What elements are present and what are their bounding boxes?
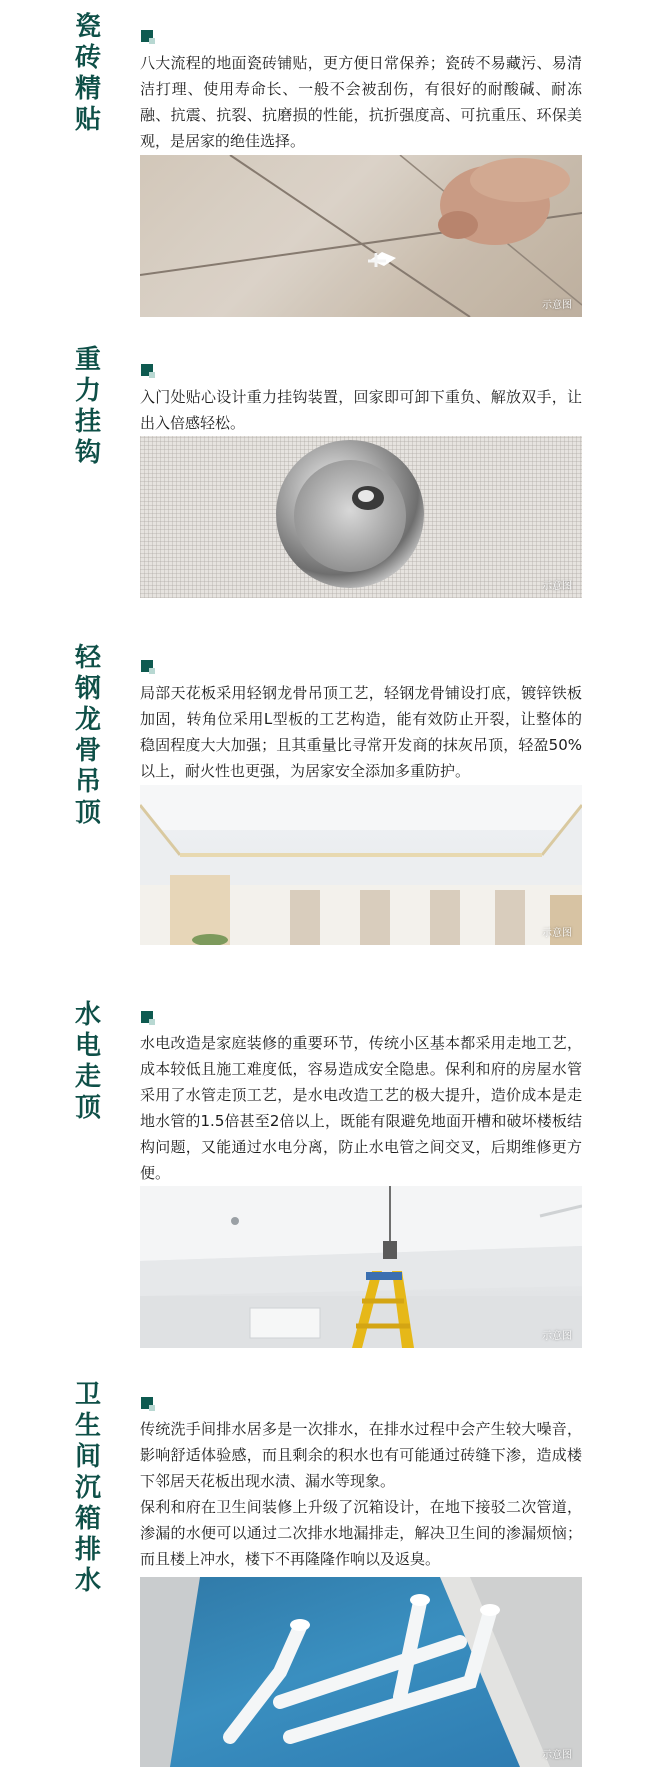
bullet-marker-icon (141, 1397, 155, 1411)
title-char: 吊 (74, 767, 101, 797)
image-caption: 示意图 (542, 928, 572, 939)
title-char: 骨 (74, 736, 101, 766)
section-title (70, 1380, 106, 1597)
gravity-hook-photo (140, 436, 582, 598)
hook-illustration (140, 436, 582, 598)
title-char: 砖 (74, 43, 101, 73)
title-char: 瓷 (74, 12, 101, 42)
title-char: 走 (74, 1062, 101, 1092)
title-char: 水 (74, 1566, 101, 1596)
section-text (140, 384, 582, 436)
paragraph: 入门处贴心设计重力挂钩装置，回家即可卸下重负、解放双手，让出入倍感轻松。 (140, 388, 582, 432)
title-char: 挂 (74, 407, 101, 437)
title-char: 生 (74, 1411, 101, 1441)
image-caption: 示意图 (542, 1331, 572, 1342)
title-char: 水 (74, 1000, 101, 1030)
section-title (70, 345, 106, 469)
title-char: 顶 (74, 798, 101, 828)
plumbing-ceiling-photo (140, 1186, 582, 1348)
section-text (140, 1416, 582, 1572)
bullet-marker-icon (141, 660, 155, 674)
image-caption: 示意图 (542, 581, 572, 592)
paragraph: 保利和府在卫生间装修上升级了沉箱设计，在地下接驳二次管道，渗漏的水便可以通过二次排水地漏排走，解决卫生间的渗漏烦恼；而且楼上冲水，楼下不再隆隆作响以及返臭。 (140, 1498, 582, 1568)
image-caption: 示意图 (542, 1750, 572, 1761)
paragraph: 八大流程的地面瓷砖铺贴，更方便日常保养；瓷砖不易藏污、易清洁打理、使用寿命长、一般不会被刮伤，有很好的耐酸碱、耐冻融、抗震、抗裂、抗磨损的性能，抗折强度高、可抗重压、环保美观，是居家的绝佳选择。 (140, 54, 582, 150)
paragraph: 传统洗手间排水居多是一次排水，在排水过程中会产生较大噪音，影响舒适体验感，而且剩余的积水也有可能通过砖缝下渗，造成楼下邻居天花板出现水渍、漏水等现象。 (140, 1420, 582, 1490)
title-char: 贴 (74, 105, 101, 135)
paragraph: 局部天花板采用轻钢龙骨吊顶工艺，轻钢龙骨铺设打底，镀锌铁板加固，转角位采用L型板的工艺构造，能有效防止开裂，让整体的稳固程度大大加强；且其重量比寻常开发商的抹灰吊顶，轻盈50%以上，耐火性也更强，为居家安全添加多重防护。 (140, 684, 582, 780)
pipes-illustration (140, 1577, 582, 1767)
bullet-marker-icon (141, 30, 155, 44)
light-steel-ceiling-photo (140, 785, 582, 945)
title-char: 精 (74, 74, 101, 104)
title-char: 钢 (74, 674, 101, 704)
title-char: 龙 (74, 705, 101, 735)
title-char: 重 (74, 345, 101, 375)
tile-laying-photo (140, 155, 582, 317)
title-char: 箱 (74, 1504, 101, 1534)
ceiling-illustration (140, 785, 582, 945)
title-char: 钩 (74, 438, 101, 468)
title-char: 电 (74, 1031, 101, 1061)
title-char: 间 (74, 1442, 101, 1472)
tile-scene-illustration (140, 155, 582, 317)
title-char: 卫 (74, 1380, 101, 1410)
bullet-marker-icon (141, 364, 155, 378)
title-char: 顶 (74, 1093, 101, 1123)
section-title (70, 12, 106, 136)
plumbing-illustration (140, 1186, 582, 1348)
bullet-marker-icon (141, 1011, 155, 1025)
section-title (70, 1000, 106, 1124)
title-char: 沉 (74, 1473, 101, 1503)
section-text (140, 1030, 582, 1186)
bathroom-drain-pipes-photo (140, 1577, 582, 1767)
paragraph: 水电改造是家庭装修的重要环节，传统小区基本都采用走地工艺，成本较低且施工难度低，容易造成安全隐患。保利和府的房屋水管采用了水管走顶工艺，是水电改造工艺的极大提升，造价成本是走地水管的1.5倍甚至2倍以上，既能有限避免地面开槽和破坏楼板结构问题，又能通过水电分离，防止水电管之间交叉，后期维修更方便。 (140, 1034, 582, 1182)
section-text (140, 680, 582, 784)
section-text (140, 50, 582, 154)
section-title (70, 643, 106, 829)
image-caption: 示意图 (542, 300, 572, 311)
title-char: 排 (74, 1535, 101, 1565)
title-char: 轻 (74, 643, 101, 673)
title-char: 力 (74, 376, 101, 406)
